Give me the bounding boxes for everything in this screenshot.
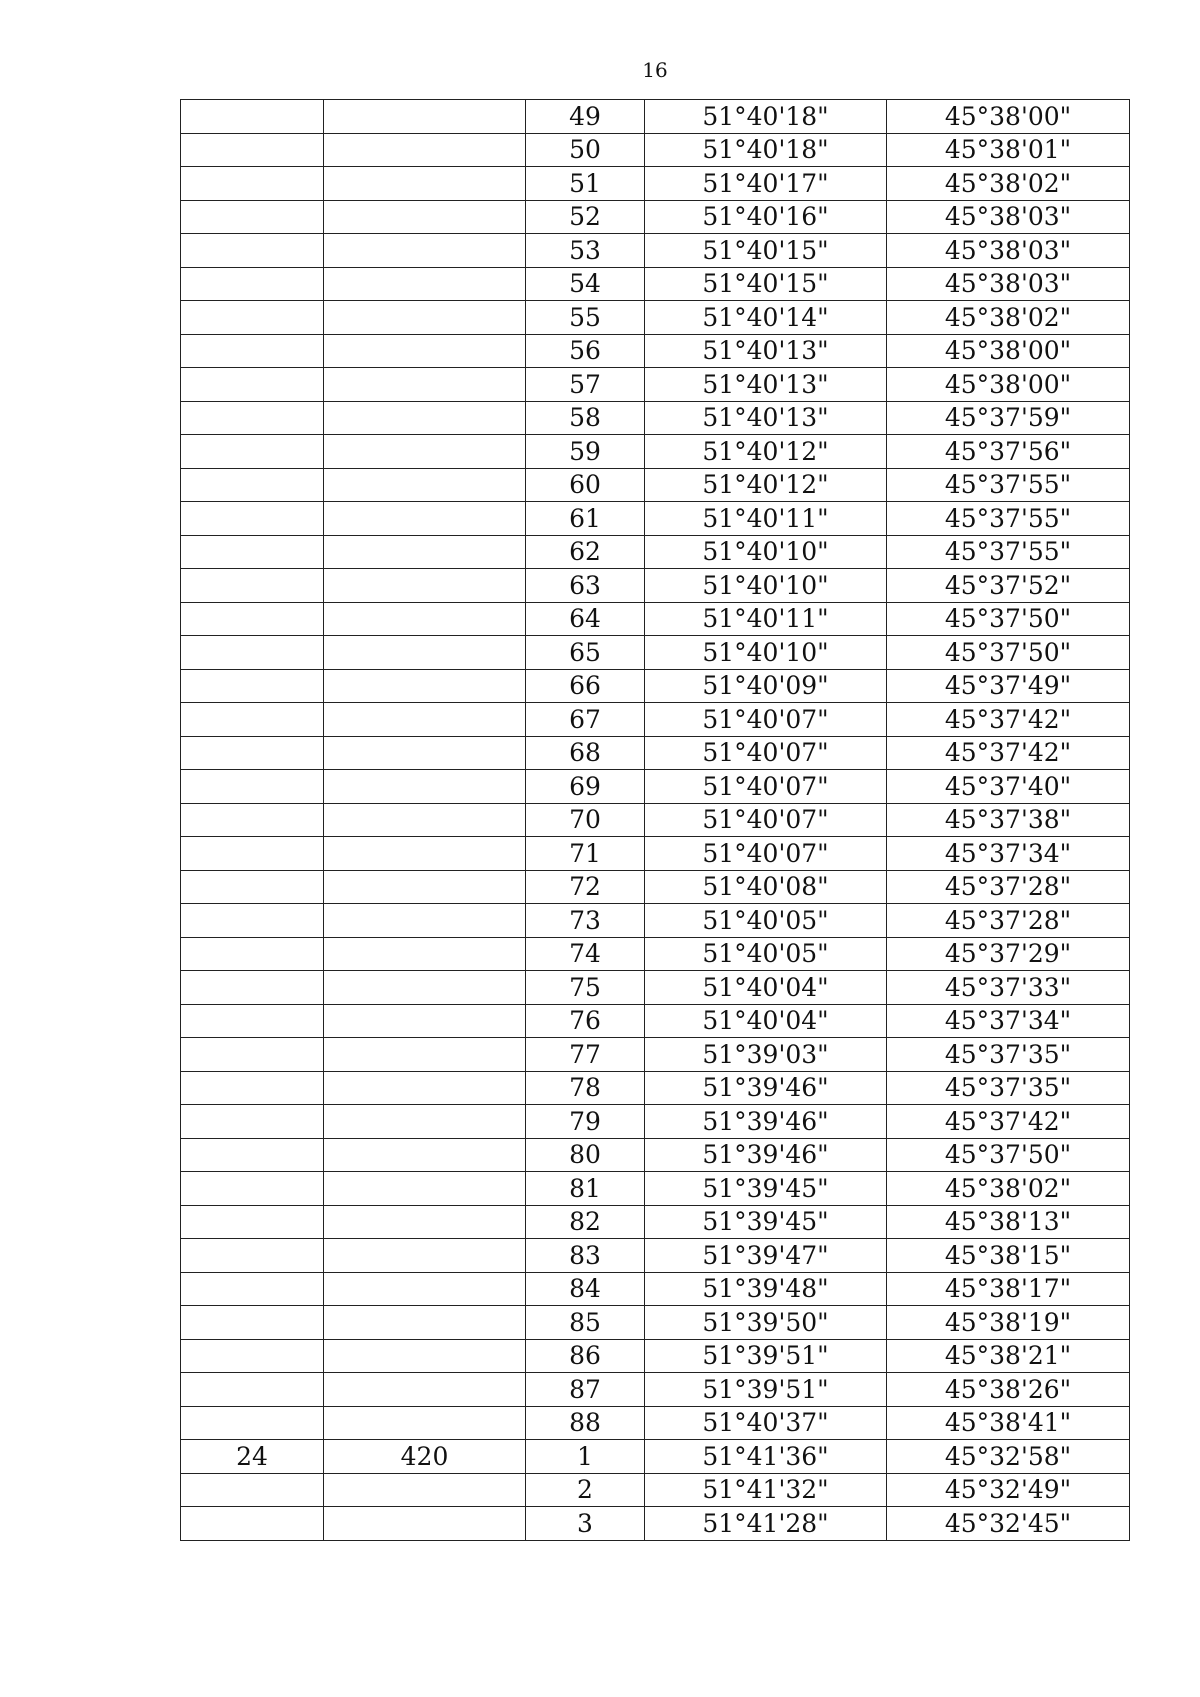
latitude-cell: 51°41'36" bbox=[645, 1440, 887, 1474]
latitude-cell: 51°41'28" bbox=[645, 1507, 887, 1541]
longitude-cell: 45°37'35" bbox=[887, 1038, 1130, 1072]
table-row bbox=[181, 267, 1130, 301]
object-number-cell bbox=[181, 1038, 324, 1072]
table-row bbox=[181, 1473, 1130, 1507]
longitude-cell: 45°38'03" bbox=[887, 234, 1130, 268]
area-cell bbox=[324, 1473, 526, 1507]
longitude-cell: 45°37'35" bbox=[887, 1071, 1130, 1105]
area-cell bbox=[324, 736, 526, 770]
page-number: 16 bbox=[642, 58, 668, 82]
area-cell bbox=[324, 167, 526, 201]
point-number-cell: 61 bbox=[526, 502, 645, 536]
longitude-cell: 45°37'50" bbox=[887, 1138, 1130, 1172]
longitude-cell: 45°37'50" bbox=[887, 636, 1130, 670]
point-number-cell: 86 bbox=[526, 1339, 645, 1373]
area-cell: 420 bbox=[324, 1440, 526, 1474]
table-row bbox=[181, 703, 1130, 737]
object-number-cell bbox=[181, 636, 324, 670]
table-row bbox=[181, 1272, 1130, 1306]
table-row bbox=[181, 803, 1130, 837]
latitude-cell: 51°40'05" bbox=[645, 937, 887, 971]
table-row bbox=[181, 1373, 1130, 1407]
longitude-cell: 45°38'03" bbox=[887, 200, 1130, 234]
point-number-cell: 53 bbox=[526, 234, 645, 268]
point-number-cell: 57 bbox=[526, 368, 645, 402]
latitude-cell: 51°40'07" bbox=[645, 837, 887, 871]
area-cell bbox=[324, 1373, 526, 1407]
longitude-cell: 45°37'28" bbox=[887, 904, 1130, 938]
longitude-cell: 45°32'49" bbox=[887, 1473, 1130, 1507]
latitude-cell: 51°40'16" bbox=[645, 200, 887, 234]
object-number-cell bbox=[181, 1339, 324, 1373]
object-number-cell bbox=[181, 267, 324, 301]
table-row bbox=[181, 1071, 1130, 1105]
longitude-cell: 45°37'52" bbox=[887, 569, 1130, 603]
longitude-cell: 45°38'02" bbox=[887, 1172, 1130, 1206]
table-row bbox=[181, 1507, 1130, 1541]
area-cell bbox=[324, 435, 526, 469]
area-cell bbox=[324, 904, 526, 938]
longitude-cell: 45°38'02" bbox=[887, 167, 1130, 201]
object-number-cell bbox=[181, 167, 324, 201]
table-row bbox=[181, 602, 1130, 636]
point-number-cell: 88 bbox=[526, 1406, 645, 1440]
table-row bbox=[181, 435, 1130, 469]
table-row bbox=[181, 234, 1130, 268]
longitude-cell: 45°32'45" bbox=[887, 1507, 1130, 1541]
table-row bbox=[181, 1406, 1130, 1440]
latitude-cell: 51°40'12" bbox=[645, 468, 887, 502]
longitude-cell: 45°38'19" bbox=[887, 1306, 1130, 1340]
object-number-cell bbox=[181, 502, 324, 536]
table-row bbox=[181, 736, 1130, 770]
longitude-cell: 45°38'01" bbox=[887, 133, 1130, 167]
longitude-cell: 45°37'42" bbox=[887, 1105, 1130, 1139]
point-number-cell: 60 bbox=[526, 468, 645, 502]
point-number-cell: 87 bbox=[526, 1373, 645, 1407]
latitude-cell: 51°40'09" bbox=[645, 669, 887, 703]
object-number-cell bbox=[181, 200, 324, 234]
area-cell bbox=[324, 669, 526, 703]
latitude-cell: 51°40'07" bbox=[645, 803, 887, 837]
latitude-cell: 51°40'13" bbox=[645, 334, 887, 368]
longitude-cell: 45°38'02" bbox=[887, 301, 1130, 335]
object-number-cell bbox=[181, 803, 324, 837]
longitude-cell: 45°37'55" bbox=[887, 535, 1130, 569]
latitude-cell: 51°40'17" bbox=[645, 167, 887, 201]
table-row bbox=[181, 1306, 1130, 1340]
object-number-cell bbox=[181, 435, 324, 469]
object-number-cell bbox=[181, 971, 324, 1005]
latitude-cell: 51°40'11" bbox=[645, 502, 887, 536]
area-cell bbox=[324, 234, 526, 268]
point-number-cell: 63 bbox=[526, 569, 645, 603]
latitude-cell: 51°40'13" bbox=[645, 401, 887, 435]
object-number-cell bbox=[181, 1239, 324, 1273]
point-number-cell: 69 bbox=[526, 770, 645, 804]
point-number-cell: 49 bbox=[526, 100, 645, 134]
longitude-cell: 45°37'40" bbox=[887, 770, 1130, 804]
area-cell bbox=[324, 368, 526, 402]
object-number-cell bbox=[181, 234, 324, 268]
longitude-cell: 45°37'42" bbox=[887, 736, 1130, 770]
latitude-cell: 51°40'07" bbox=[645, 736, 887, 770]
longitude-cell: 45°38'03" bbox=[887, 267, 1130, 301]
area-cell bbox=[324, 133, 526, 167]
coordinates-table-body bbox=[181, 100, 1130, 1541]
table-row bbox=[181, 971, 1130, 1005]
latitude-cell: 51°39'51" bbox=[645, 1339, 887, 1373]
area-cell bbox=[324, 502, 526, 536]
object-number-cell bbox=[181, 1306, 324, 1340]
latitude-cell: 51°40'04" bbox=[645, 971, 887, 1005]
longitude-cell: 45°38'15" bbox=[887, 1239, 1130, 1273]
area-cell bbox=[324, 1507, 526, 1541]
table-row bbox=[181, 1105, 1130, 1139]
object-number-cell: 24 bbox=[181, 1440, 324, 1474]
point-number-cell: 78 bbox=[526, 1071, 645, 1105]
longitude-cell: 45°32'58" bbox=[887, 1440, 1130, 1474]
point-number-cell: 64 bbox=[526, 602, 645, 636]
longitude-cell: 45°38'00" bbox=[887, 100, 1130, 134]
object-number-cell bbox=[181, 1272, 324, 1306]
table-row bbox=[181, 770, 1130, 804]
area-cell bbox=[324, 837, 526, 871]
table-row bbox=[181, 569, 1130, 603]
point-number-cell: 85 bbox=[526, 1306, 645, 1340]
latitude-cell: 51°39'46" bbox=[645, 1138, 887, 1172]
longitude-cell: 45°37'29" bbox=[887, 937, 1130, 971]
object-number-cell bbox=[181, 401, 324, 435]
area-cell bbox=[324, 301, 526, 335]
object-number-cell bbox=[181, 1473, 324, 1507]
table-row bbox=[181, 837, 1130, 871]
latitude-cell: 51°40'18" bbox=[645, 133, 887, 167]
point-number-cell: 67 bbox=[526, 703, 645, 737]
point-number-cell: 77 bbox=[526, 1038, 645, 1072]
point-number-cell: 59 bbox=[526, 435, 645, 469]
latitude-cell: 51°40'10" bbox=[645, 636, 887, 670]
area-cell bbox=[324, 602, 526, 636]
point-number-cell: 50 bbox=[526, 133, 645, 167]
table-row bbox=[181, 1239, 1130, 1273]
point-number-cell: 62 bbox=[526, 535, 645, 569]
area-cell bbox=[324, 1172, 526, 1206]
longitude-cell: 45°37'49" bbox=[887, 669, 1130, 703]
area-cell bbox=[324, 803, 526, 837]
point-number-cell: 54 bbox=[526, 267, 645, 301]
table-row bbox=[181, 401, 1130, 435]
area-cell bbox=[324, 870, 526, 904]
point-number-cell: 74 bbox=[526, 937, 645, 971]
latitude-cell: 51°40'04" bbox=[645, 1004, 887, 1038]
object-number-cell bbox=[181, 1507, 324, 1541]
longitude-cell: 45°37'55" bbox=[887, 468, 1130, 502]
object-number-cell bbox=[181, 1004, 324, 1038]
point-number-cell: 73 bbox=[526, 904, 645, 938]
point-number-cell: 75 bbox=[526, 971, 645, 1005]
longitude-cell: 45°37'34" bbox=[887, 837, 1130, 871]
longitude-cell: 45°37'38" bbox=[887, 803, 1130, 837]
object-number-cell bbox=[181, 1172, 324, 1206]
point-number-cell: 1 bbox=[526, 1440, 645, 1474]
table-row bbox=[181, 368, 1130, 402]
table-row bbox=[181, 502, 1130, 536]
latitude-cell: 51°41'32" bbox=[645, 1473, 887, 1507]
point-number-cell: 58 bbox=[526, 401, 645, 435]
latitude-cell: 51°39'45" bbox=[645, 1205, 887, 1239]
area-cell bbox=[324, 334, 526, 368]
latitude-cell: 51°40'12" bbox=[645, 435, 887, 469]
object-number-cell bbox=[181, 301, 324, 335]
longitude-cell: 45°38'17" bbox=[887, 1272, 1130, 1306]
table-row bbox=[181, 1138, 1130, 1172]
object-number-cell bbox=[181, 535, 324, 569]
point-number-cell: 71 bbox=[526, 837, 645, 871]
area-cell bbox=[324, 703, 526, 737]
table-row bbox=[181, 1440, 1130, 1474]
longitude-cell: 45°38'00" bbox=[887, 368, 1130, 402]
table-row bbox=[181, 1205, 1130, 1239]
table-row bbox=[181, 1004, 1130, 1038]
object-number-cell bbox=[181, 703, 324, 737]
area-cell bbox=[324, 1406, 526, 1440]
area-cell bbox=[324, 1138, 526, 1172]
area-cell bbox=[324, 200, 526, 234]
area-cell bbox=[324, 267, 526, 301]
longitude-cell: 45°37'28" bbox=[887, 870, 1130, 904]
latitude-cell: 51°40'07" bbox=[645, 770, 887, 804]
table-row bbox=[181, 535, 1130, 569]
point-number-cell: 84 bbox=[526, 1272, 645, 1306]
latitude-cell: 51°40'18" bbox=[645, 100, 887, 134]
point-number-cell: 70 bbox=[526, 803, 645, 837]
latitude-cell: 51°40'10" bbox=[645, 569, 887, 603]
area-cell bbox=[324, 1272, 526, 1306]
table-row bbox=[181, 636, 1130, 670]
latitude-cell: 51°40'10" bbox=[645, 535, 887, 569]
latitude-cell: 51°40'07" bbox=[645, 703, 887, 737]
longitude-cell: 45°37'59" bbox=[887, 401, 1130, 435]
area-cell bbox=[324, 1205, 526, 1239]
table-row bbox=[181, 669, 1130, 703]
latitude-cell: 51°39'50" bbox=[645, 1306, 887, 1340]
table-row bbox=[181, 468, 1130, 502]
area-cell bbox=[324, 1339, 526, 1373]
table-row bbox=[181, 1172, 1130, 1206]
table-row bbox=[181, 167, 1130, 201]
table-row bbox=[181, 937, 1130, 971]
area-cell bbox=[324, 1071, 526, 1105]
latitude-cell: 51°39'45" bbox=[645, 1172, 887, 1206]
table-row bbox=[181, 870, 1130, 904]
area-cell bbox=[324, 1038, 526, 1072]
longitude-cell: 45°37'50" bbox=[887, 602, 1130, 636]
latitude-cell: 51°39'48" bbox=[645, 1272, 887, 1306]
longitude-cell: 45°38'21" bbox=[887, 1339, 1130, 1373]
table-row bbox=[181, 200, 1130, 234]
area-cell bbox=[324, 569, 526, 603]
object-number-cell bbox=[181, 937, 324, 971]
longitude-cell: 45°37'55" bbox=[887, 502, 1130, 536]
table-row bbox=[181, 100, 1130, 134]
area-cell bbox=[324, 971, 526, 1005]
latitude-cell: 51°40'05" bbox=[645, 904, 887, 938]
object-number-cell bbox=[181, 133, 324, 167]
area-cell bbox=[324, 468, 526, 502]
latitude-cell: 51°40'08" bbox=[645, 870, 887, 904]
longitude-cell: 45°38'13" bbox=[887, 1205, 1130, 1239]
latitude-cell: 51°40'13" bbox=[645, 368, 887, 402]
table-row bbox=[181, 1339, 1130, 1373]
latitude-cell: 51°40'15" bbox=[645, 234, 887, 268]
area-cell bbox=[324, 401, 526, 435]
latitude-cell: 51°39'47" bbox=[645, 1239, 887, 1273]
point-number-cell: 76 bbox=[526, 1004, 645, 1038]
area-cell bbox=[324, 535, 526, 569]
area-cell bbox=[324, 100, 526, 134]
longitude-cell: 45°38'26" bbox=[887, 1373, 1130, 1407]
object-number-cell bbox=[181, 1105, 324, 1139]
area-cell bbox=[324, 937, 526, 971]
point-number-cell: 51 bbox=[526, 167, 645, 201]
point-number-cell: 55 bbox=[526, 301, 645, 335]
point-number-cell: 56 bbox=[526, 334, 645, 368]
object-number-cell bbox=[181, 904, 324, 938]
object-number-cell bbox=[181, 1406, 324, 1440]
object-number-cell bbox=[181, 569, 324, 603]
point-number-cell: 72 bbox=[526, 870, 645, 904]
area-cell bbox=[324, 636, 526, 670]
point-number-cell: 3 bbox=[526, 1507, 645, 1541]
object-number-cell bbox=[181, 368, 324, 402]
object-number-cell bbox=[181, 334, 324, 368]
table-row bbox=[181, 301, 1130, 335]
latitude-cell: 51°39'46" bbox=[645, 1071, 887, 1105]
object-number-cell bbox=[181, 1205, 324, 1239]
latitude-cell: 51°40'11" bbox=[645, 602, 887, 636]
table-row bbox=[181, 904, 1130, 938]
point-number-cell: 2 bbox=[526, 1473, 645, 1507]
latitude-cell: 51°39'46" bbox=[645, 1105, 887, 1139]
latitude-cell: 51°40'15" bbox=[645, 267, 887, 301]
table-row bbox=[181, 1038, 1130, 1072]
point-number-cell: 65 bbox=[526, 636, 645, 670]
latitude-cell: 51°39'03" bbox=[645, 1038, 887, 1072]
point-number-cell: 81 bbox=[526, 1172, 645, 1206]
longitude-cell: 45°37'56" bbox=[887, 435, 1130, 469]
table-row bbox=[181, 133, 1130, 167]
point-number-cell: 79 bbox=[526, 1105, 645, 1139]
latitude-cell: 51°39'51" bbox=[645, 1373, 887, 1407]
point-number-cell: 80 bbox=[526, 1138, 645, 1172]
point-number-cell: 52 bbox=[526, 200, 645, 234]
area-cell bbox=[324, 1004, 526, 1038]
longitude-cell: 45°38'41" bbox=[887, 1406, 1130, 1440]
object-number-cell bbox=[181, 1373, 324, 1407]
point-number-cell: 68 bbox=[526, 736, 645, 770]
object-number-cell bbox=[181, 602, 324, 636]
longitude-cell: 45°37'34" bbox=[887, 1004, 1130, 1038]
object-number-cell bbox=[181, 669, 324, 703]
latitude-cell: 51°40'37" bbox=[645, 1406, 887, 1440]
object-number-cell bbox=[181, 870, 324, 904]
area-cell bbox=[324, 770, 526, 804]
latitude-cell: 51°40'14" bbox=[645, 301, 887, 335]
coordinates-table bbox=[180, 99, 1130, 1541]
area-cell bbox=[324, 1239, 526, 1273]
object-number-cell bbox=[181, 1138, 324, 1172]
longitude-cell: 45°37'33" bbox=[887, 971, 1130, 1005]
object-number-cell bbox=[181, 100, 324, 134]
object-number-cell bbox=[181, 468, 324, 502]
table-row bbox=[181, 334, 1130, 368]
longitude-cell: 45°38'00" bbox=[887, 334, 1130, 368]
point-number-cell: 66 bbox=[526, 669, 645, 703]
object-number-cell bbox=[181, 837, 324, 871]
point-number-cell: 83 bbox=[526, 1239, 645, 1273]
longitude-cell: 45°37'42" bbox=[887, 703, 1130, 737]
object-number-cell bbox=[181, 1071, 324, 1105]
area-cell bbox=[324, 1306, 526, 1340]
object-number-cell bbox=[181, 770, 324, 804]
point-number-cell: 82 bbox=[526, 1205, 645, 1239]
object-number-cell bbox=[181, 736, 324, 770]
area-cell bbox=[324, 1105, 526, 1139]
